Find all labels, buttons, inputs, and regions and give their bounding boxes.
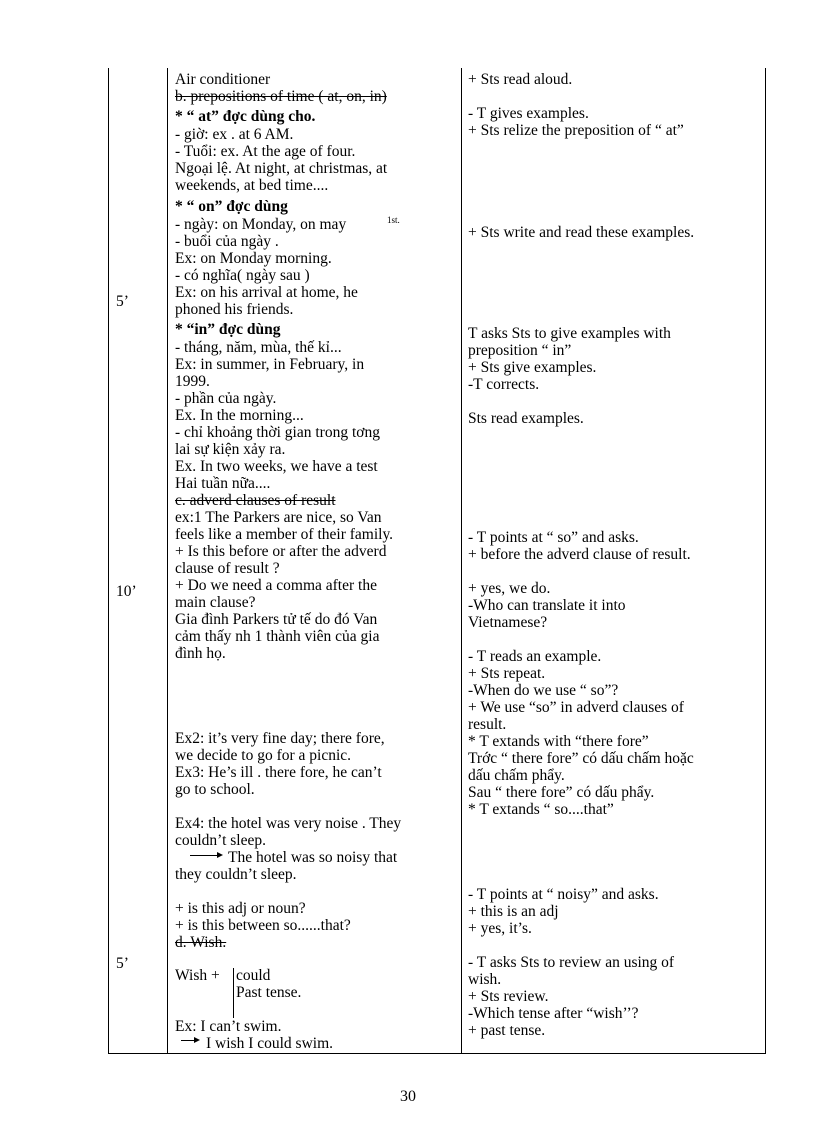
content-line: we decide to go for a picnic.: [175, 747, 352, 764]
activity-line: + We use “so” in adverd clauses of: [468, 699, 684, 716]
content-line: The hotel was so noisy that: [228, 849, 398, 866]
activity-line: - T asks Sts to review an using of: [468, 954, 675, 971]
content-line: - ngày: on Monday, on may: [175, 216, 347, 233]
activity-line: - T gives examples.: [468, 105, 589, 122]
superscript: 1st.: [387, 215, 400, 225]
table-border-right: [765, 68, 766, 1054]
content-line: - giờ: ex . at 6 AM.: [175, 126, 294, 143]
content-line: lai sự kiện xảy ra.: [175, 441, 286, 458]
time-cell: 5’: [116, 293, 129, 310]
activity-line: - T reads an example.: [468, 648, 602, 665]
activity-line: * T extands with “there fore”: [468, 733, 649, 750]
content-line: đình họ.: [175, 645, 226, 662]
content-line: - Tuổi: ex. At the age of four.: [175, 143, 356, 160]
activity-line: + Sts relize the preposition of “ at”: [468, 122, 684, 139]
content-line: + is this between so......that?: [175, 917, 351, 934]
activity-line: T asks Sts to give examples with: [468, 325, 671, 342]
activity-line: Sau “ there fore” có dấu phẩy.: [468, 784, 655, 801]
table-border-left: [108, 68, 109, 1054]
content-line: 1999.: [175, 373, 210, 390]
activity-line: + this is an adj: [468, 903, 559, 920]
bracket-line: [233, 968, 234, 1018]
content-line: + Do we need a comma after the: [175, 577, 377, 594]
activity-line: + Sts give examples.: [468, 359, 597, 376]
activity-line: + Sts review.: [468, 988, 549, 1005]
content-heading: * “in” đợc dùng: [175, 321, 281, 338]
content-line: Past tense.: [236, 984, 302, 1001]
table-divider-time: [167, 68, 168, 1054]
content-line: weekends, at bed time....: [175, 177, 329, 194]
activity-line: dấu chấm phẩy.: [468, 767, 565, 784]
activity-line: -Which tense after “wish’’?: [468, 1005, 639, 1022]
content-line: + Is this before or after the adverd: [175, 543, 387, 560]
content-line: Ex: on Monday morning.: [175, 250, 332, 267]
content-line: clause of result ?: [175, 560, 280, 577]
content-line: Ex: I can’t swim.: [175, 1018, 282, 1035]
activity-line: -T corrects.: [468, 376, 540, 393]
activity-line: + Sts write and read these examples.: [468, 224, 695, 241]
table-border-bottom: [108, 1053, 766, 1054]
content-line: - chỉ khoảng thời gian trong tơng: [175, 424, 380, 441]
activity-line: + yes, it’s.: [468, 920, 532, 937]
content-line: Hai tuần nữa....: [175, 475, 271, 492]
activity-line: Trớc “ there fore” có dấu chấm hoặc: [468, 750, 694, 767]
content-line: + is this adj or noun?: [175, 900, 306, 917]
content-line: couldn’t sleep.: [175, 832, 266, 849]
activity-line: preposition “ in”: [468, 342, 572, 359]
activity-line: + past tense.: [468, 1022, 546, 1039]
activity-line: + Sts repeat.: [468, 665, 546, 682]
activity-line: -When do we use “ so”?: [468, 682, 619, 699]
content-heading: * “ on” đợc dùng: [175, 198, 288, 215]
content-heading: * “ at” đợc dùng cho.: [175, 108, 316, 125]
content-line: Ex4: the hotel was very noise . They: [175, 815, 402, 832]
content-line: Ex. In two weeks, we have a test: [175, 458, 378, 475]
activity-line: wish.: [468, 971, 502, 988]
content-line: phoned his friends.: [175, 301, 294, 318]
content-line: Ex3: He’s ill . there fore, he can’t: [175, 764, 382, 781]
activity-line: * T extands “ so....that”: [468, 801, 614, 818]
content-line: I wish I could swim.: [206, 1035, 334, 1052]
content-line: Ex: on his arrival at home, he: [175, 284, 358, 301]
activity-line: result.: [468, 716, 507, 733]
content-line: main clause?: [175, 594, 256, 611]
content-line: Ex: in summer, in February, in: [175, 356, 365, 373]
content-line: - tháng, năm, mùa, thế kỉ...: [175, 339, 342, 356]
content-line: Wish +: [175, 967, 220, 984]
content-line: could: [236, 967, 271, 984]
table-divider-activity: [461, 68, 462, 1054]
content-line: cảm thấy nh 1 thành viên của gia: [175, 628, 380, 645]
content-line: Air conditioner: [175, 71, 271, 88]
activity-line: + before the adverd clause of result.: [468, 546, 691, 563]
arrow-right-icon: [181, 1040, 197, 1041]
arrow-right-icon: [190, 855, 220, 856]
activity-line: - T points at “ so” and asks.: [468, 529, 639, 546]
time-cell: 10’: [116, 583, 137, 600]
activity-line: Sts read examples.: [468, 410, 584, 427]
activity-line: + Sts read aloud.: [468, 71, 573, 88]
content-line: - buổi của ngày .: [175, 233, 279, 250]
content-line: they couldn’t sleep.: [175, 866, 297, 883]
content-line: Ngoại lệ. At night, at christmas, at: [175, 160, 388, 177]
activity-line: Vietnamese?: [468, 614, 548, 631]
content-line: Ex2: it’s very fine day; there fore,: [175, 730, 385, 747]
content-line: Ex. In the morning...: [175, 407, 304, 424]
time-cell: 5’: [116, 955, 129, 972]
activity-line: -Who can translate it into: [468, 597, 626, 614]
content-line: - phần của ngày.: [175, 390, 277, 407]
activity-line: - T points at “ noisy” and asks.: [468, 886, 659, 903]
content-line: Gia đình Parkers tử tế do đó Van: [175, 611, 378, 628]
activity-line: + yes, we do.: [468, 580, 551, 597]
content-line: - có nghĩa( ngày sau ): [175, 267, 310, 284]
content-line: feels like a member of their family.: [175, 526, 394, 543]
page-number: 30: [400, 1088, 416, 1105]
content-line: ex:1 The Parkers are nice, so Van: [175, 509, 382, 526]
content-line: go to school.: [175, 781, 255, 798]
section-heading: c. adverd clauses of result: [175, 492, 336, 509]
section-heading: b. prepositions of time ( at, on, in): [175, 88, 387, 105]
section-heading: d. Wish.: [175, 934, 227, 951]
